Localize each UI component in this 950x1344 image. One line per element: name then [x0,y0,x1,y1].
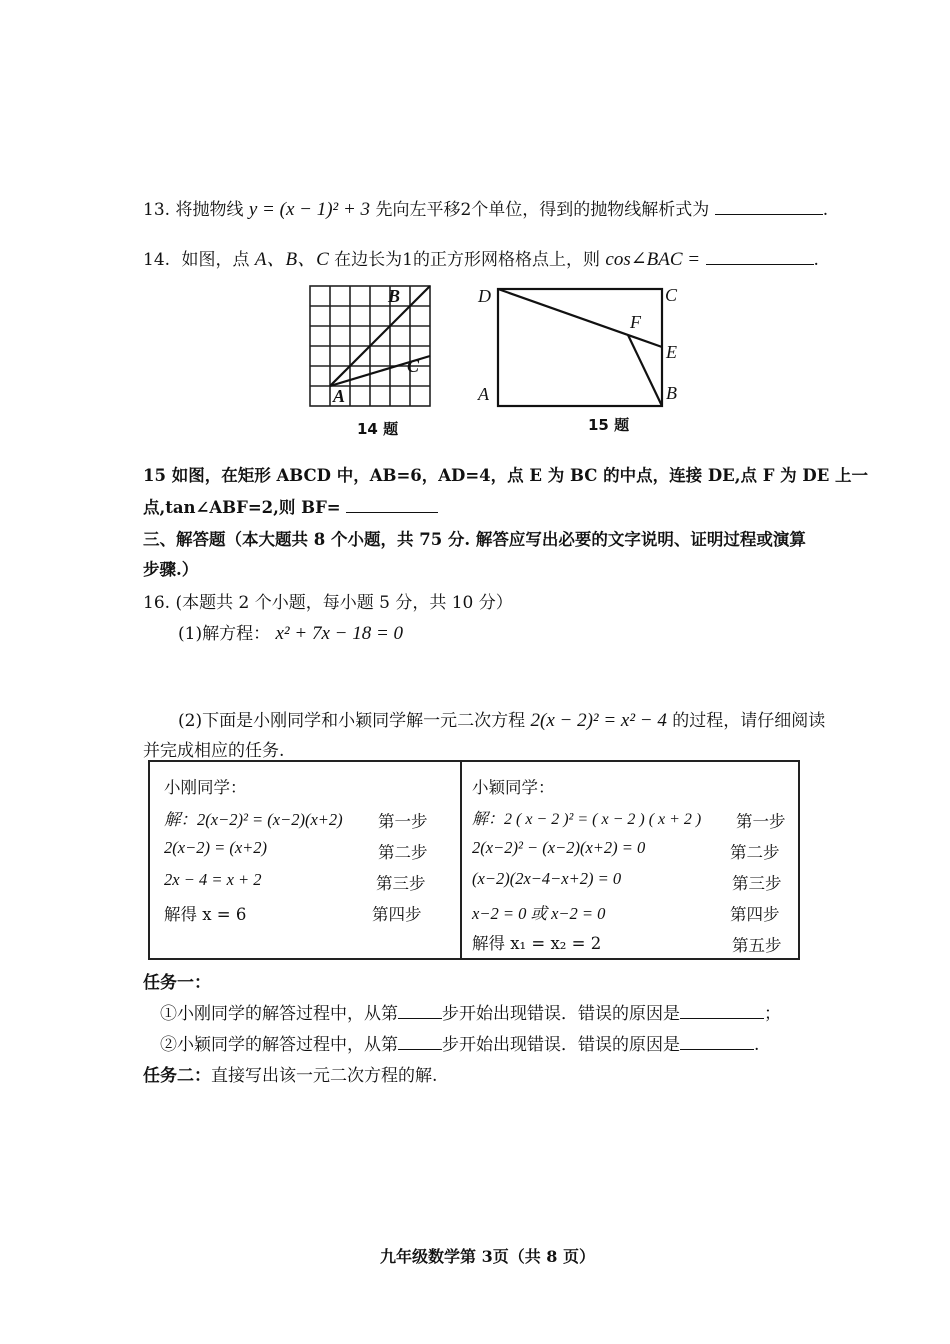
right-step-5: 第五步 [732,936,782,955]
question-13 [143,195,828,221]
section-3-line2: 步骤.） [143,560,199,579]
q16-part2-text-a: (2)下面是小刚同学和小颖同学解一元二次方程 [178,711,526,731]
left-step-4: 第四步 [372,905,422,924]
right-line-2: 2(x−2)² − (x−2)(x+2) = 0 [472,838,646,857]
q14-answer-blank[interactable] [706,264,814,265]
q13-answer-blank[interactable] [715,214,823,215]
fig14-caption: 14 题 [357,420,399,438]
fig14-label-a: A [333,386,346,406]
q16-part1 [178,619,403,645]
right-step-4: 第四步 [730,905,780,924]
q15-answer-blank[interactable] [346,512,438,513]
fig15-label-c: C [665,285,678,305]
rectangle-abcd [498,289,662,406]
page-footer: 九年级数学第 3页（共 8 页） [380,1247,595,1266]
left-line-1: 解：2(x−2)² = (x−2)(x+2) [164,810,343,829]
left-line-3: 2x − 4 = x + 2 [164,870,262,889]
right-step-1: 第一步 [736,812,786,831]
left-line-4: 解得 x = 6 [164,905,247,924]
task1-item1 [160,999,781,1024]
fig15-label-e: E [666,342,677,362]
section-3-line1: 三、解答题（本大题共 8 个小题，共 75 分. 解答应写出必要的文字说明、证明过程或演算 [143,530,806,549]
task1-item2 [160,1030,759,1055]
q16-part2-line2: 并完成相应的任务. [143,741,285,761]
task2 [143,1061,437,1086]
left-line-2: 2(x−2) = (x+2) [164,838,268,857]
q15-line2-text: 点,tan∠ABF=2,则 BF= [143,498,341,517]
q14-points: A、B、C [254,249,329,270]
q13-text-a: 将抛物线 [175,200,244,220]
q13-formula: y = (x − 1)² + 3 [248,199,371,220]
left-step-3: 第三步 [376,874,426,893]
task1-item2-end: . [754,1035,760,1055]
left-title: 小刚同学： [164,778,247,797]
table-divider [460,762,462,958]
task1-item1-reason-blank[interactable] [680,1018,764,1019]
right-step-2: 第二步 [730,843,780,862]
q16-header: 16. (本题共 2 个小题，每小题 5 分，共 10 分） [143,593,513,613]
task1-item2-text-a: ②小颖同学的解答过程中，从第 [160,1035,398,1055]
solution-table [148,760,800,960]
right-line-5: 解得 x₁ = x₂ = 2 [472,934,602,953]
task2-text: 直接写出该一元二次方程的解. [211,1066,438,1086]
fig14-label-b: B [388,286,401,306]
fig15-label-a: A [478,384,489,404]
task1-item1-text-b: 步开始出现错误．错误的原因是 [442,1004,680,1024]
left-step-2: 第二步 [378,843,428,862]
right-title: 小颖同学： [472,778,555,797]
q14-formula: cos∠BAC = [605,249,701,270]
q16-part1-label: (1)解方程： [178,624,271,644]
figure-15-rectangle [490,280,680,415]
question-14 [143,244,819,271]
fig14-label-c: C [407,356,420,376]
task1-item2-text-b: 步开始出现错误．错误的原因是 [442,1035,680,1055]
task1-item1-step-blank[interactable] [398,1018,442,1019]
task1-title: 任务一： [143,973,211,993]
task1-item1-text-a: ①小刚同学的解答过程中，从第 [160,1004,398,1024]
q16-part1-formula: x² + 7x − 18 = 0 [275,623,404,644]
q14-text-a: 如图，点 [181,250,250,270]
left-step-1: 第一步 [378,812,428,831]
fig15-label-f: F [630,312,641,332]
q16-part2-line1 [178,706,825,732]
right-line-1: 解：2 ( x − 2 )² = ( x − 2 ) ( x + 2 ) [472,811,702,828]
fig15-label-d: D [478,286,491,306]
right-line-4: x−2 = 0 或 x−2 = 0 [472,904,606,923]
q15-line1: 15 如图，在矩形 ABCD 中，AB=6，AD=4，点 E 为 BC 的中点，连接 DE,点 F 为 DE 上一 [143,466,869,485]
q14-text-b: 在边长为1的正方形网格格点上，则 [334,250,600,270]
q16-part2-text-b: 的过程，请仔细阅读 [672,711,826,731]
q16-part2-formula: 2(x − 2)² = x² − 4 [530,710,667,731]
task1-item1-end: ； [764,1004,781,1024]
q13-end: . [822,200,829,220]
q14-end: . [813,250,819,270]
task2-title: 任务二： [143,1066,211,1086]
task1-item2-step-blank[interactable] [398,1049,442,1050]
right-line-3: (x−2)(2x−4−x+2) = 0 [472,869,622,888]
figure-14-grid [300,278,450,418]
right-step-3: 第三步 [732,874,782,893]
q14-label: 14. [143,250,171,270]
fig15-label-b: B [666,383,677,403]
q13-text-b: 先向左平移2个单位，得到的抛物线解析式为 [375,200,710,220]
q13-label: 13. [143,200,171,220]
fig15-caption: 15 题 [588,416,630,434]
q15-line2 [143,494,438,518]
task1-item2-reason-blank[interactable] [680,1049,754,1050]
